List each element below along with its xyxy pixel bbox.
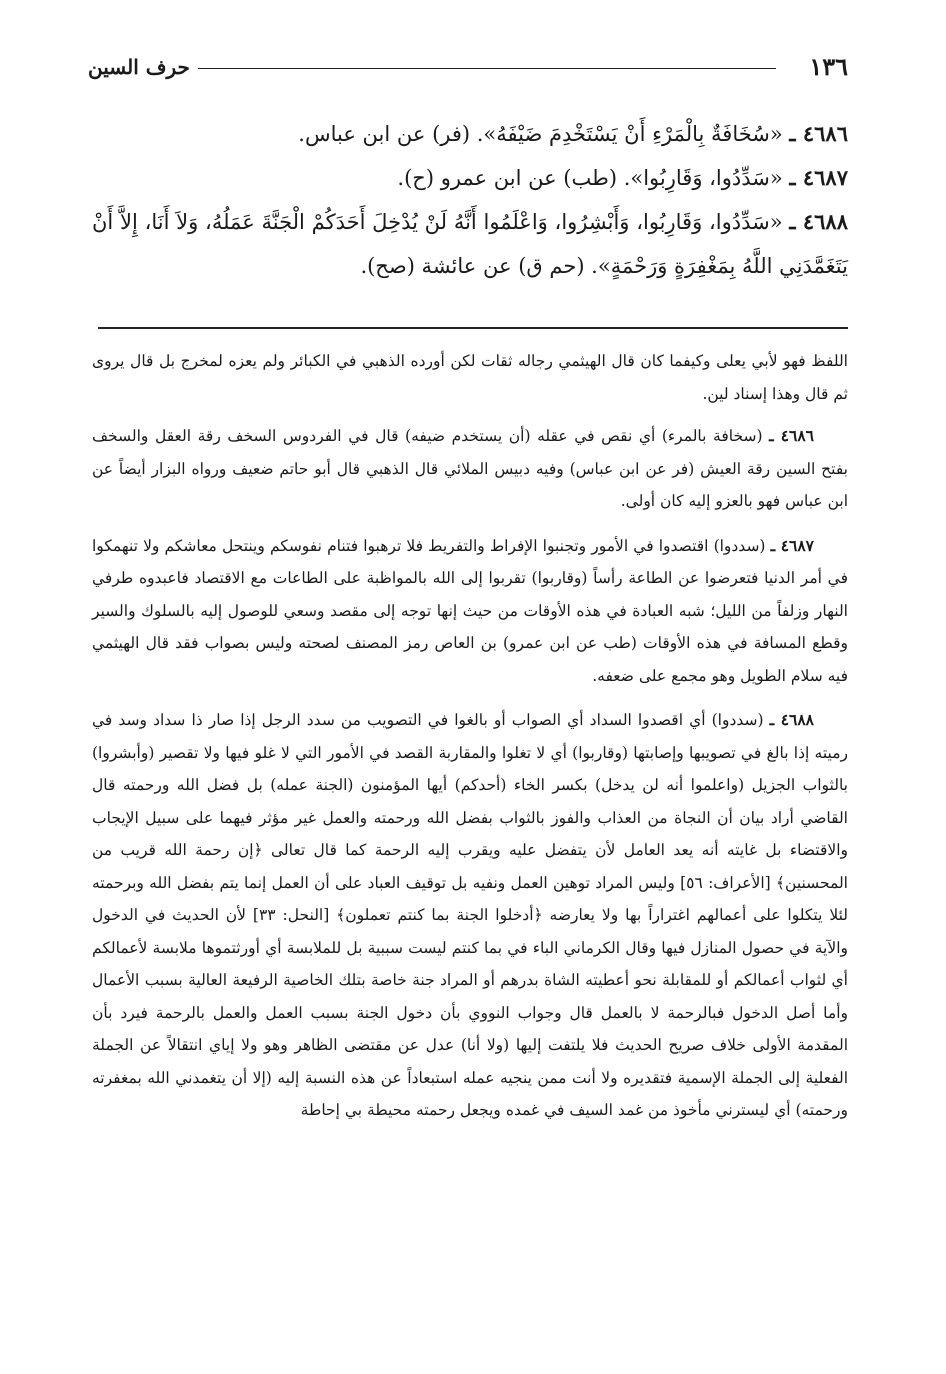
page-number: ١٣٦ (809, 52, 848, 81)
commentary-entry (92, 530, 848, 693)
commentary-number: ٤٦٨٧ ـ (770, 535, 815, 555)
page-header (88, 52, 848, 92)
hadith-entry (92, 112, 848, 156)
hadith-entry (92, 156, 848, 200)
header-rule (198, 68, 776, 69)
commentary-continuation: اللفظ فهو لأبي يعلى وكيفما كان قال الهيثمي رجاله ثقات لكن أورده الذهبي في الكبائر ولم يعزه لمخرج بل قال يروى ثم قال وهذا إسناد لين. (92, 352, 848, 403)
commentary-text: (سددوا) أي اقصدوا السداد أي الصواب أو بالغوا في التصويب من سدد الرجل إذا صار ذا سداد وسد في رميته إذا بالغ في تصويبها وإصابتها (وقاربوا) أي لا تغلوا والمقاربة القصد في الأمور التي لا غلو فيها ولا تقصير (وأبشروا) بالثواب الجزيل (واعلموا أنه لن يدخل) بكسر الخاء (أحدكم) أيها المؤمنون (الجنة عمله) بل فضل الله ورحمته قال القاضي أراد بيان أن النجاة من العذاب والفوز بالثواب بفضل الله ورحمته والعمل غير مؤثر فيهما على سبيل الإيجاب والاقتضاء بل غايته أنه يعد العامل لأن يتفضل عليه ويقرب إليه الرحمة كما قال تعالى ﴿إن رحمة الله قريب من المحسنين﴾ [الأعراف: ٥٦] وليس المراد توهين العمل ونفيه بل توقيف العباد على أن العمل إنما يتم بفضل الله وبرحمته لئلا يتكلوا على أعمالهم اغتراراً بها ولا يعارضه ﴿أدخلوا الجنة بما كنتم تعملون﴾ [النحل: ٣٣] لأن الحديث في الدخول والآية في حصول المنازل فيها وقال الكرماني الباء في بما كنتم ليست سببية بل للملابسة أي أورثتموها ملابسة لأعمالكم أي لثواب أعمالكم أو للمقابلة نحو أعطيته الشاة بدرهم أو المراد جنة خاصة بتلك الخاصية الرفيعة العالية بسبب الأعمال وأما أصل الدخول فبالرحمة لا بالعمل قال وجواب النووي بأن دخول الجنة بسبب العمل والعمل بالرحمة فيرد بأن المقدمة الأولى خلاف صريح الحديث فلا يلتفت إليها (ولا أنا) عدل عن مقتضى الظاهر وهو ولا إياي انتقالاً عن الجملة الفعلية إلى الجملة الإسمية فتقديره ولا أنت ممن ينجيه عمله استبعاداً عن هذه النسبة إليه (إلا أن يتغمدني الله بمغفرته ورحمته) أي ليسترني مأخوذ من غمد السيف في غمده ويجعل رحمته محيطة بي إحاطة (92, 711, 848, 1119)
commentary-text: (سخافة بالمرء) أي نقص في عقله (أن يستخدم ضيفه) قال في الفردوس السخف رقة العقل والسخف بفتح السين رقة العيش (فر عن ابن عباس) وفيه دبيس الملائي قال الذهبي قال أبو حاتم ضعيف ورواه البزار أيضاً عن ابن عباس فهو بالعزو إليه كان أولى. (92, 427, 848, 510)
commentary-separator (98, 327, 848, 329)
running-title: حرف السين (88, 55, 190, 79)
commentary-block (92, 345, 848, 1139)
hadith-number: ٤٦٨٧ ـ (789, 165, 848, 190)
hadith-text: «سَدِّدُوا، وَقَارِبُوا». (طب) عن ابن عمرو (ح). (397, 166, 783, 190)
hadith-entry (92, 200, 848, 288)
commentary-entry (92, 420, 848, 518)
commentary-number: ٤٦٨٨ ـ (769, 710, 815, 729)
hadith-text-block (92, 112, 848, 288)
commentary-number: ٤٦٨٦ ـ (769, 426, 814, 445)
hadith-text: «سُخَافَةٌ بِالْمَرْءِ أَنْ يَسْتَخْدِمَ ضَيْفَهُ». (فر) عن ابن عباس. (298, 122, 783, 146)
commentary-text: (سددوا) اقتصدوا في الأمور وتجنبوا الإفراط والتفريط فلا ترهبوا فتنام نفوسكم وينتحل معاشكم ولا تنهمكوا في أمر الدنيا فتعرضوا عن الطاعة رأساً (وقاربوا) تقربوا إلى الله بالمواظبة على الطاعات مع الاقتصاد فاعبدوه طرفي النهار وزلفاً من الليل؛ شبه العبادة في هذه الأوقات من حيث إنها توجه إلى مقصد وسعي للوصول إليه بالسلوك والسير وقطع المسافة في هذه الأوقات (طب عن ابن عمرو) بن العاص رمز المصنف لصحته وليس بصواب فقد قال الهيثمي فيه سلام الطويل وهو مجمع على ضعفه. (92, 536, 848, 685)
hadith-text: «سَدِّدُوا، وَقَارِبُوا، وَأَبْشِرُوا، وَاعْلَمُوا أَنَّهُ لَنْ يُدْخِلَ أَحَدَكُمْ الْجَنَّةَ عَمَلُهُ، وَلاَ أَنَا، إِلاَّ أَنْ يَتَغَمَّدَنِي اللَّهُ بِمَغْفِرَةٍ وَرَحْمَةٍ». (حم ق) عن عائشة (صح). (92, 210, 848, 278)
hadith-number: ٤٦٨٨ ـ (789, 209, 848, 234)
hadith-number: ٤٦٨٦ ـ (789, 121, 848, 146)
commentary-entry (92, 704, 848, 1127)
